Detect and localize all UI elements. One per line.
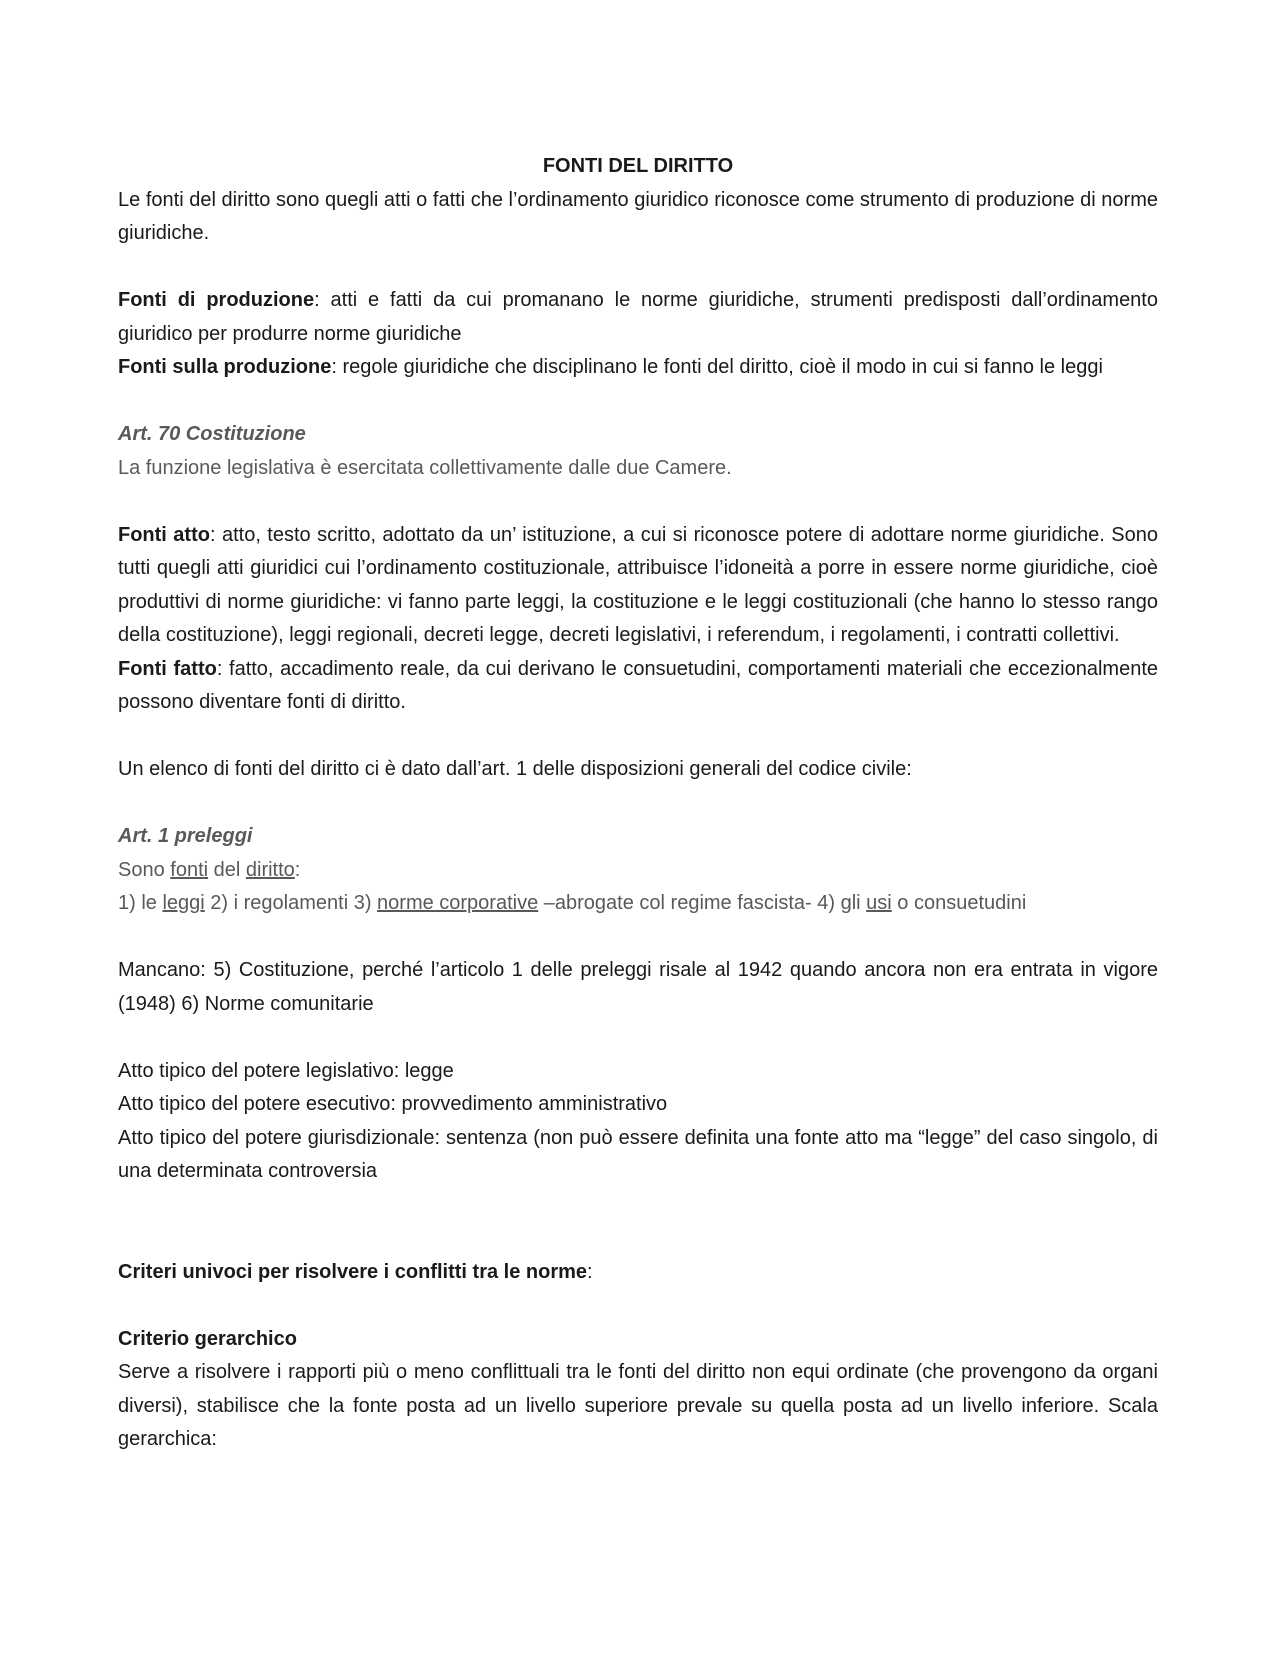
art70-text: La funzione legislativa è esercitata collettivamente dalle due Camere. bbox=[118, 456, 732, 479]
art70-heading: Art. 70 Costituzione bbox=[118, 423, 306, 445]
criteri-suffix: : bbox=[587, 1260, 593, 1283]
underlined-term-norme-corporative: norme corporative bbox=[377, 892, 539, 914]
text-run: 1) le bbox=[118, 892, 163, 914]
blank-line bbox=[118, 921, 1158, 955]
atto-tipico-esecutivo: Atto tipico del potere esecutivo: provvedimento amministrativo bbox=[118, 1093, 668, 1115]
underlined-term-fonti: fonti bbox=[170, 858, 209, 881]
blank-line bbox=[118, 787, 1158, 821]
blank-line bbox=[118, 720, 1158, 754]
criteri-paragraph bbox=[118, 1256, 1158, 1290]
text-run: o consuetudini bbox=[891, 892, 1027, 914]
text-run: : bbox=[294, 858, 301, 881]
art1-line1 bbox=[118, 854, 1158, 888]
fonti-sulla-produzione-text: : regole giuridiche che disciplinano le fonti del diritto, cioè il modo in cui si fanno le leggi bbox=[331, 356, 1103, 378]
text-run: del bbox=[208, 858, 246, 881]
fonti-sulla-produzione-paragraph bbox=[118, 351, 1158, 385]
blank-line bbox=[118, 385, 1158, 419]
text-run: 2) i regolamenti 3) bbox=[204, 892, 378, 914]
blank-line bbox=[118, 485, 1158, 519]
fonti-atto-text: : atto, testo scritto, adottato da un’ istituzione, a cui si riconosce potere di adottare norme giuridiche. Sono tutti quegli atti giuridici cui l’ordinamento costituzionale, attribuisce l’idoneità a porre in essere norme giuridiche, cioè produttivi di norme giuridiche: vi fanno parte leggi, la costituzione e le leggi costituzionali (che hanno lo stesso rango della costituzione), leggi regionali, decreti legge, decreti legislativi, i referendum, i regolamenti, i contratti collettivi. bbox=[118, 523, 1158, 646]
fonti-atto-label: Fonti atto bbox=[118, 523, 210, 546]
document-title: FONTI DEL DIRITTO bbox=[542, 155, 734, 177]
intro-paragraph: Le fonti del diritto sono quegli atti o fatti che l’ordinamento giuridico riconosce come strumento di produzione di norme giuridiche. bbox=[118, 188, 1158, 244]
fonti-sulla-produzione-label: Fonti sulla produzione bbox=[118, 356, 332, 378]
fonti-atto-paragraph bbox=[118, 519, 1158, 653]
art1-heading: Art. 1 preleggi bbox=[118, 825, 253, 847]
blank-line bbox=[118, 251, 1158, 285]
atto-tipico-giurisdizionale: Atto tipico del potere giurisdizionale: sentenza (non può essere definita una fonte atto ma “legge” del caso singolo, di una determinata controversia bbox=[118, 1126, 1158, 1182]
document-body bbox=[118, 150, 1158, 1457]
fonti-fatto-text: : fatto, accadimento reale, da cui derivano le consuetudini, comportamenti materiali che eccezionalmente possono diventare fonti di diritto. bbox=[118, 657, 1159, 713]
fonti-fatto-label: Fonti fatto bbox=[118, 657, 217, 680]
underlined-term-leggi: leggi bbox=[162, 892, 205, 914]
fonti-fatto-paragraph bbox=[118, 653, 1158, 720]
underlined-term-usi: usi bbox=[866, 892, 892, 914]
elenco-paragraph: Un elenco di fonti del diritto ci è dato dall’art. 1 delle disposizioni generali del codice civile: bbox=[118, 758, 912, 780]
fonti-produzione-text: : atti e fatti da cui promanano le norme giuridiche, strumenti predisposti dall’ordinamento giuridico per produrre norme giuridiche bbox=[118, 289, 1158, 345]
fonti-produzione-paragraph bbox=[118, 284, 1158, 351]
criteri-label: Criteri univoci per risolvere i conflitti tra le norme bbox=[118, 1260, 588, 1283]
underlined-term-diritto: diritto bbox=[245, 858, 295, 881]
blank-line bbox=[118, 1189, 1158, 1256]
text-run: –abrogate col regime fascista- 4) gli bbox=[538, 892, 867, 914]
criterio-gerarchico-heading bbox=[118, 1323, 1158, 1357]
fonti-produzione-label: Fonti di produzione bbox=[118, 289, 315, 311]
art1-line2 bbox=[118, 887, 1158, 921]
criterio-gerarchico-heading-text: Criterio gerarchico bbox=[118, 1327, 297, 1350]
blank-line bbox=[118, 1289, 1158, 1323]
mancano-paragraph: Mancano: 5) Costituzione, perché l’articolo 1 delle preleggi risale al 1942 quando ancora non era entrata in vigore (1948) 6) Norme comunitarie bbox=[118, 959, 1158, 1015]
blank-line bbox=[118, 1021, 1158, 1055]
atto-tipico-legislativo: Atto tipico del potere legislativo: legge bbox=[118, 1059, 454, 1082]
text-run: Sono bbox=[118, 858, 171, 881]
criterio-gerarchico-text: Serve a risolvere i rapporti più o meno conflittuali tra le fonti del diritto non equi ordinate (che provengono da organi diversi), stabilisce che la fonte posta ad un livello superiore prevale su quella posta ad un livello inferiore. Scala gerarchica: bbox=[118, 1361, 1158, 1450]
